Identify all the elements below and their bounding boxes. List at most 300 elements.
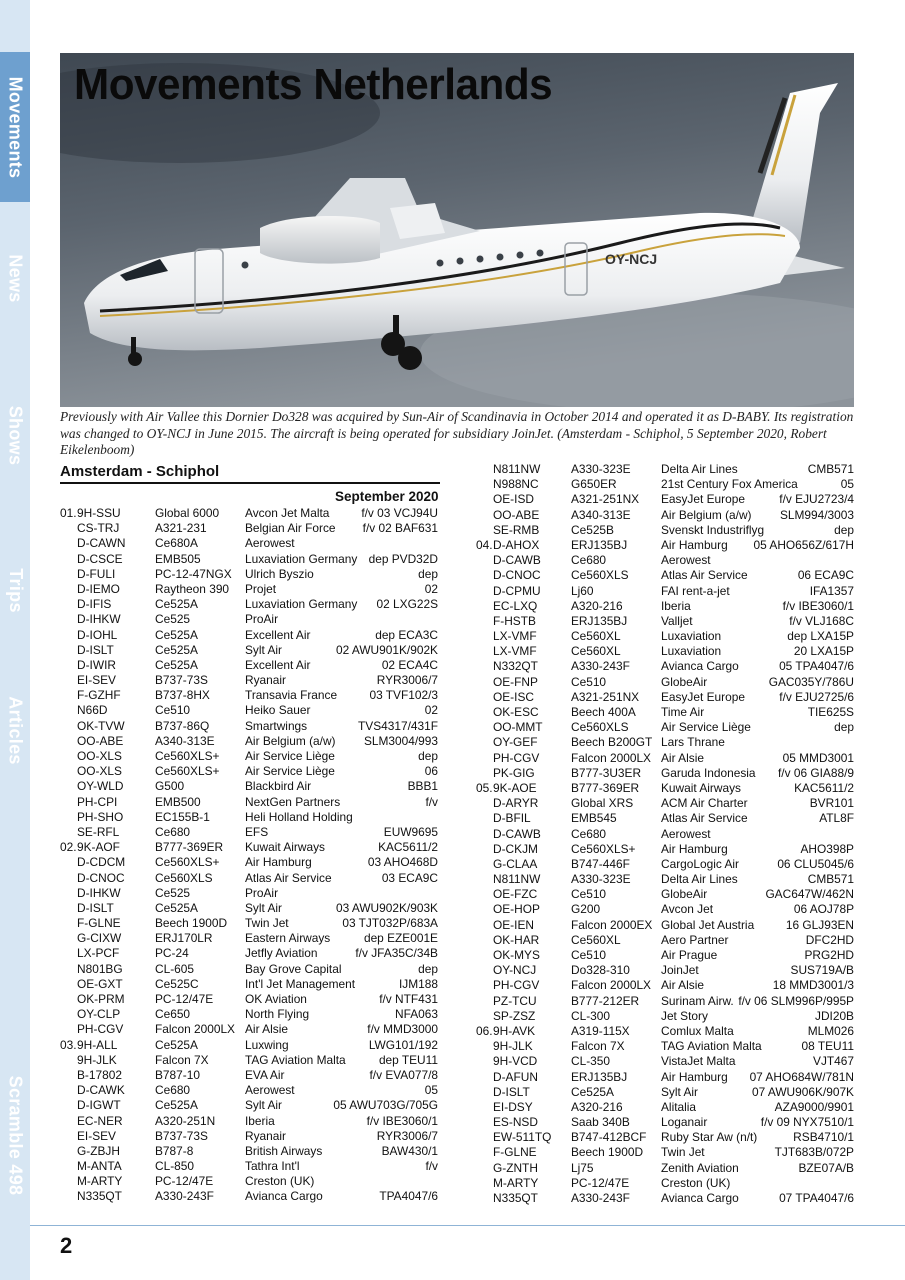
movement-row <box>60 962 438 977</box>
movement-type: EMB505 <box>155 551 201 566</box>
page-title: Movements Netherlands <box>74 60 553 109</box>
movement-row <box>476 994 854 1009</box>
movement-rem: DFC2HD <box>805 932 854 947</box>
movement-row <box>476 872 854 887</box>
movement-row <box>60 597 438 612</box>
movement-row <box>60 658 438 673</box>
movement-op: Int'l Jet Management <box>245 976 356 991</box>
movement-rem: RYR3006/7 <box>376 1128 438 1143</box>
movement-reg: D-ARYR <box>493 796 539 811</box>
movement-rem: f/v 06 GIA88/9 <box>777 765 854 780</box>
movement-rem: dep <box>834 720 854 735</box>
movement-reg: D-CPMU <box>493 583 541 598</box>
movement-row <box>60 734 438 749</box>
movement-rem: SLM994/3003 <box>779 507 854 522</box>
movement-type: Beech 1900D <box>155 916 228 931</box>
page-number: 2 <box>60 1233 73 1258</box>
movement-reg: CS-TRJ <box>77 521 120 536</box>
movement-op: TAG Aviation Malta <box>661 1039 762 1054</box>
movement-type: B777-212ER <box>571 993 640 1008</box>
movement-reg: G-ZNTH <box>493 1160 538 1175</box>
movement-op: GlobeAir <box>661 887 708 902</box>
movement-rem: SUS719A/B <box>790 963 854 978</box>
movement-rem: dep <box>418 749 438 763</box>
movement-type: PC-12/47E <box>571 1175 630 1190</box>
sidebar-tab-label: Shows <box>5 405 26 465</box>
movement-row <box>60 521 438 536</box>
movement-row <box>476 568 854 583</box>
movement-type: Ce680 <box>571 826 607 841</box>
movement-type: A330-243F <box>155 1189 214 1204</box>
movement-op: NextGen Partners <box>245 794 341 809</box>
movement-rem: 05 <box>840 477 854 492</box>
movement-row <box>60 536 438 551</box>
movement-type: Beech B200GT <box>571 735 653 750</box>
movement-row <box>60 643 438 658</box>
movement-row <box>476 553 854 568</box>
movement-row <box>60 582 438 597</box>
movement-type: Ce525A <box>571 1084 614 1099</box>
movement-type: Ce560XLS <box>571 720 629 735</box>
movement-type: Ce525A <box>155 597 198 612</box>
movement-type: B777-369ER <box>571 780 640 795</box>
movement-op: Heiko Sauer <box>245 703 311 718</box>
movement-row <box>60 703 438 718</box>
movement-rem: dep PVD32D <box>368 551 438 566</box>
movement-op: Air Service Liège <box>245 749 335 763</box>
movement-row <box>60 673 438 688</box>
movement-row <box>476 751 854 766</box>
movement-row <box>476 1176 854 1191</box>
movement-type: A330-323E <box>571 872 631 887</box>
movement-reg: PH-CGV <box>493 978 540 993</box>
movement-op: Air Belgium (a/w) <box>661 507 752 522</box>
movements-column-right <box>476 462 854 1206</box>
movement-type: Ce560XLS <box>155 870 213 885</box>
movement-type: B747-446F <box>571 856 630 871</box>
movement-op: Sylt Air <box>661 1084 699 1099</box>
movement-op: FAI rent-a-jet <box>661 583 730 598</box>
movement-type: Lj60 <box>571 583 594 598</box>
movement-reg: PH-CGV <box>77 1022 124 1037</box>
movement-reg: D-IEMO <box>77 581 120 596</box>
movement-op: EVA Air <box>245 1067 285 1082</box>
movement-rem: TJT683B/072P <box>774 1145 854 1160</box>
movement-reg: OE-ISD <box>493 492 534 507</box>
movement-reg: D-CAWK <box>77 1083 125 1098</box>
movement-reg: D-CSCE <box>77 551 123 566</box>
movement-op: Avianca Cargo <box>661 1191 739 1205</box>
sidebar-tab-scramble[interactable] <box>0 1040 30 1230</box>
movement-reg: D-IWIR <box>77 657 116 672</box>
footer-rule <box>30 1225 905 1226</box>
movement-reg: N801BG <box>77 961 123 976</box>
movement-row <box>476 508 854 523</box>
movement-reg: LX-VMF <box>493 629 537 644</box>
movement-op: Air Service Liège <box>245 764 335 779</box>
movement-reg: G-CIXW <box>77 931 122 946</box>
movement-reg: M-ARTY <box>493 1175 539 1190</box>
movement-type: G500 <box>155 779 185 794</box>
movement-reg: SE-RMB <box>493 522 540 537</box>
movement-rem: CMB571 <box>807 462 854 476</box>
sidebar <box>0 0 30 1280</box>
movement-op: Avcon Jet Malta <box>245 506 330 520</box>
movement-row <box>60 764 438 779</box>
movement-op: Iberia <box>661 598 691 613</box>
movement-reg: OK-MYS <box>493 948 540 962</box>
month-heading: September 2020 <box>335 489 439 504</box>
movement-op: Blackbird Air <box>245 779 312 794</box>
movement-op: Air Alsie <box>661 750 704 765</box>
movement-type: A330-323E <box>571 462 631 476</box>
movement-rem: 02 ECA4C <box>381 657 438 672</box>
movement-row <box>476 1130 854 1145</box>
movement-op: Ruby Star Aw (n/t) <box>661 1130 758 1145</box>
movement-rem: MLM026 <box>807 1023 854 1038</box>
movement-op: Surinam Airw. <box>661 993 734 1008</box>
movement-op: Alitalia <box>661 1099 697 1114</box>
movement-reg: F-GZHF <box>77 688 121 703</box>
movement-row <box>476 675 854 690</box>
movement-row <box>476 796 854 811</box>
movement-type: Ce680A <box>155 536 198 551</box>
movement-rem: TIE625S <box>807 705 854 719</box>
movement-op: Valljet <box>661 613 693 628</box>
movement-rem: 18 MMD3001/3 <box>772 978 854 993</box>
movement-reg: D-CAWB <box>493 826 541 841</box>
movement-op: Air Hamburg <box>661 537 728 552</box>
movement-rem: RYR3006/7 <box>376 673 438 688</box>
movement-rem: dep LXA15P <box>787 629 854 644</box>
movement-reg: OK-PRM <box>77 992 125 1006</box>
movement-reg: D-IFIS <box>77 597 112 612</box>
sidebar-tab-label: Trips <box>5 567 26 613</box>
movement-type: ERJ135BJ <box>571 1069 628 1084</box>
movement-reg: OO-ABE <box>77 733 124 748</box>
movement-row <box>60 1068 438 1083</box>
movement-rem: 03 TJT032P/683A <box>342 916 438 931</box>
movement-type: Saab 340B <box>571 1115 630 1130</box>
movement-op: Ryanair <box>245 1128 286 1143</box>
movement-reg: N811NW <box>493 462 541 476</box>
movement-row <box>476 629 854 644</box>
movement-reg: LX-PCF <box>77 946 120 961</box>
movement-op: Air Belgium (a/w) <box>245 733 336 748</box>
movement-reg: PH-CPI <box>77 794 118 809</box>
movement-reg: D-ISLT <box>77 642 114 657</box>
sidebar-tab-shows[interactable] <box>0 390 30 480</box>
movement-rem: RSB4710/1 <box>793 1130 854 1145</box>
movement-type: EMB545 <box>571 811 617 826</box>
movement-type: Ce525A <box>155 900 198 915</box>
movement-reg: EI-DSY <box>493 1099 533 1114</box>
movement-op: Ulrich Byszio <box>245 566 314 581</box>
movement-rem: f/v <box>425 1159 438 1174</box>
movement-reg: D-IGWT <box>77 1098 121 1113</box>
movement-rem: 07 AWU906K/907K <box>751 1084 854 1099</box>
movement-rem: 06 AOJ78P <box>793 902 854 917</box>
movement-type: B777-369ER <box>155 840 224 855</box>
movement-reg: N332QT <box>493 659 538 674</box>
movement-row <box>60 1189 438 1204</box>
movement-reg: B-17802 <box>77 1067 122 1082</box>
movement-reg: D-FULI <box>77 566 116 581</box>
movement-type: Ce525A <box>155 642 198 657</box>
movement-type: Beech 400A <box>571 705 636 719</box>
movement-reg: OE-IEN <box>493 917 534 932</box>
movement-op: Jetfly Aviation <box>245 946 318 961</box>
movement-type: A320-251N <box>155 1113 216 1128</box>
movement-reg: EW-511TQ <box>493 1130 552 1145</box>
movement-op: Luxaviation <box>661 644 722 659</box>
movement-rem: 02 LXG22S <box>376 597 438 612</box>
movement-op: Zenith Aviation <box>661 1160 739 1175</box>
movement-type: Falcon 2000LX <box>571 978 651 993</box>
movement-op: ACM Air Charter <box>661 796 748 811</box>
movement-rem: f/v EJU2725/6 <box>779 689 854 704</box>
movement-type: A321-231 <box>155 521 207 536</box>
movement-type: G650ER <box>571 477 617 492</box>
movement-type: Ce525A <box>155 1098 198 1113</box>
movement-type: B737-86Q <box>155 718 210 733</box>
movement-row <box>476 887 854 902</box>
movement-type: PC-12-47NGX <box>155 566 232 581</box>
movement-op: Aerowest <box>245 1083 295 1098</box>
movement-op: Sylt Air <box>245 900 283 915</box>
movement-type: PC-12/47E <box>155 992 214 1006</box>
sidebar-tab-articles[interactable] <box>0 680 30 780</box>
movement-rem: BZE07A/B <box>798 1160 854 1175</box>
movement-op: Tathra Int'l <box>245 1159 300 1174</box>
movement-row <box>476 963 854 978</box>
movement-type: Ce650 <box>155 1007 191 1022</box>
movement-op: Atlas Air Service <box>245 870 332 885</box>
movement-rem: 06 <box>424 764 438 779</box>
movement-row <box>60 1144 438 1159</box>
movement-op: Bay Grove Capital <box>245 961 342 976</box>
movement-row <box>476 902 854 917</box>
movement-rem: SLM3004/993 <box>363 733 438 748</box>
movement-reg: OE-HOP <box>493 902 540 917</box>
movement-type: Ce525A <box>155 657 198 672</box>
movement-reg: OO-ABE <box>493 507 540 522</box>
movement-row <box>60 901 438 916</box>
movement-type: A340-313E <box>571 507 631 522</box>
movement-rem: f/v IBE3060/1 <box>782 598 854 613</box>
movement-op: Loganair <box>661 1115 708 1130</box>
movement-row <box>476 781 854 796</box>
movement-reg: OK-TVW <box>77 718 125 733</box>
movement-op: VistaJet Malta <box>661 1054 736 1069</box>
movement-row <box>476 1145 854 1160</box>
movement-rem: 05 <box>424 1083 438 1098</box>
movement-reg: 9H-VCD <box>493 1054 538 1069</box>
movement-rem: 02 <box>424 703 438 718</box>
movement-reg: OO-XLS <box>77 749 122 763</box>
sidebar-tab-movements[interactable] <box>0 52 30 202</box>
movement-reg: N66D <box>77 703 108 718</box>
movement-row <box>60 1159 438 1174</box>
movement-type: Falcon 7X <box>571 1039 625 1054</box>
movement-reg: OY-WLD <box>77 779 124 794</box>
movement-row <box>60 855 438 870</box>
movement-op: Sylt Air <box>245 1098 283 1113</box>
movement-rem: 03 AWU902K/903K <box>335 900 438 915</box>
movement-rem: KAC5611/2 <box>378 840 438 855</box>
movement-row <box>60 810 438 825</box>
sidebar-tab-label: Movements <box>5 76 26 178</box>
movement-op: Air Alsie <box>661 978 704 993</box>
movement-type: Ce510 <box>571 887 607 902</box>
movement-row <box>60 506 438 521</box>
movement-rem: BVR101 <box>809 796 854 811</box>
sidebar-tab-label: News <box>5 253 26 303</box>
movement-rem: f/v <box>425 794 438 809</box>
movement-row <box>476 614 854 629</box>
movement-reg: D-CAWB <box>493 553 541 568</box>
movement-row <box>60 840 438 855</box>
movement-row <box>60 916 438 931</box>
movement-row <box>476 1085 854 1100</box>
movement-type: Ce525 <box>155 885 191 900</box>
movement-row <box>60 977 438 992</box>
movement-type: B737-73S <box>155 1128 208 1143</box>
movement-type: CL-350 <box>571 1054 610 1069</box>
movement-op: Twin Jet <box>661 1145 705 1160</box>
movement-row <box>476 1100 854 1115</box>
movement-op: Avianca Cargo <box>245 1189 323 1204</box>
movement-type: Falcon 2000EX <box>571 917 653 932</box>
movement-reg: EC-NER <box>77 1113 123 1128</box>
movement-reg: G-CLAA <box>493 856 538 871</box>
movement-reg: D-CNOC <box>493 568 541 583</box>
movement-rem: CMB571 <box>807 872 854 887</box>
movement-rem: f/v EJU2723/4 <box>779 492 854 507</box>
movement-type: Ce560XL <box>571 644 621 659</box>
movement-reg: PZ-TCU <box>493 993 537 1008</box>
movement-op: Aero Partner <box>661 932 729 947</box>
movement-reg: N988NC <box>493 477 539 492</box>
movement-row <box>60 567 438 582</box>
movement-op: Heli Holland Holding <box>245 809 353 824</box>
movement-rem: f/v 09 NYX7510/1 <box>760 1115 854 1130</box>
movement-op: Excellent Air <box>245 657 311 672</box>
movement-op: Atlas Air Service <box>661 811 748 826</box>
movement-reg: OE-FZC <box>493 887 538 902</box>
sidebar-tab-news[interactable] <box>0 238 30 318</box>
sidebar-tab-trips[interactable] <box>0 550 30 630</box>
movement-row <box>476 811 854 826</box>
movement-type: A320-216 <box>571 1099 623 1114</box>
movement-row <box>60 1098 438 1113</box>
movement-reg: D-CKJM <box>493 841 538 856</box>
movement-reg: N335QT <box>77 1189 122 1204</box>
movement-op: Luxwing <box>245 1037 289 1052</box>
movement-rem: BBB1 <box>407 779 438 794</box>
movement-type: Global XRS <box>571 796 634 811</box>
movement-reg: LX-VMF <box>493 644 537 659</box>
movement-op: North Flying <box>245 1007 310 1022</box>
movement-reg: 9K-AOF <box>77 840 120 855</box>
movement-type: Global 6000 <box>155 506 220 520</box>
movement-type: Ce560XL <box>571 932 621 947</box>
movement-row <box>476 978 854 993</box>
movement-rem: f/v 03 VCJ94U <box>361 506 438 520</box>
movement-reg: OO-MMT <box>493 720 543 735</box>
movement-op: British Airways <box>245 1143 323 1158</box>
movement-reg: 9K-AOE <box>493 780 537 795</box>
movement-row <box>476 462 854 477</box>
movement-row <box>60 749 438 764</box>
movement-row <box>476 1115 854 1130</box>
movement-row <box>60 1129 438 1144</box>
movement-reg: OK-HAR <box>493 932 540 947</box>
movement-type: CL-850 <box>155 1159 194 1174</box>
movement-row <box>476 735 854 750</box>
movement-row <box>476 1039 854 1054</box>
movement-type: B747-412BCF <box>571 1130 647 1145</box>
movement-reg: EI-SEV <box>77 1128 116 1143</box>
movement-op: Twin Jet <box>245 916 289 931</box>
movement-op: Air Hamburg <box>245 855 312 870</box>
movement-op: 21st Century Fox America <box>661 477 798 492</box>
movement-rem: f/v NTF431 <box>379 992 438 1006</box>
movement-row <box>60 871 438 886</box>
movement-op: Creston (UK) <box>245 1174 315 1189</box>
movement-day: 05. <box>476 780 493 795</box>
movement-rem: 03 AHO468D <box>367 855 438 870</box>
movement-rem: f/v EVA077/8 <box>369 1067 438 1082</box>
movement-op: Delta Air Lines <box>661 872 738 887</box>
movement-op: Air Hamburg <box>661 1069 728 1084</box>
movement-row <box>60 612 438 627</box>
movement-type: Ce560XLS+ <box>155 855 220 870</box>
movement-type: Ce560XLS+ <box>571 841 636 856</box>
movement-row <box>476 523 854 538</box>
movement-type: Falcon 7X <box>155 1052 209 1067</box>
movement-row <box>60 1174 438 1189</box>
movement-op: Atlas Air Service <box>661 568 748 583</box>
movement-op: Luxaviation Germany <box>245 597 358 612</box>
movement-row <box>60 1114 438 1129</box>
movement-op: Lars Thrane <box>661 735 725 750</box>
movement-reg: D-CDCM <box>77 855 126 870</box>
movement-type: Ce680 <box>571 553 607 568</box>
movement-rem: 07 TPA4047/6 <box>779 1191 854 1205</box>
movement-reg: D-ISLT <box>493 1084 530 1099</box>
movement-type: Ce525A <box>155 1037 198 1052</box>
movement-op: Kuwait Airways <box>245 840 325 855</box>
movement-rem: dep <box>418 566 438 581</box>
movement-type: A321-251NX <box>571 689 640 704</box>
movement-type: Ce560XL <box>571 629 621 644</box>
movement-row <box>476 948 854 963</box>
movement-rem: 03 TVF102/3 <box>369 688 438 703</box>
movement-reg: SE-RFL <box>77 824 120 839</box>
movement-reg: OY-NCJ <box>493 963 537 978</box>
movement-reg: 9H-SSU <box>77 506 121 520</box>
movement-op: Air Alsie <box>245 1022 288 1037</box>
movement-rem: AZA9000/9901 <box>774 1099 854 1114</box>
movement-row <box>476 842 854 857</box>
movement-row <box>476 918 854 933</box>
movement-type: CL-300 <box>571 1008 610 1023</box>
movement-op: Global Jet Austria <box>661 917 755 932</box>
movement-row <box>60 1022 438 1037</box>
movement-reg: G-ZBJH <box>77 1143 120 1158</box>
movement-rem: ATL8F <box>819 811 854 826</box>
